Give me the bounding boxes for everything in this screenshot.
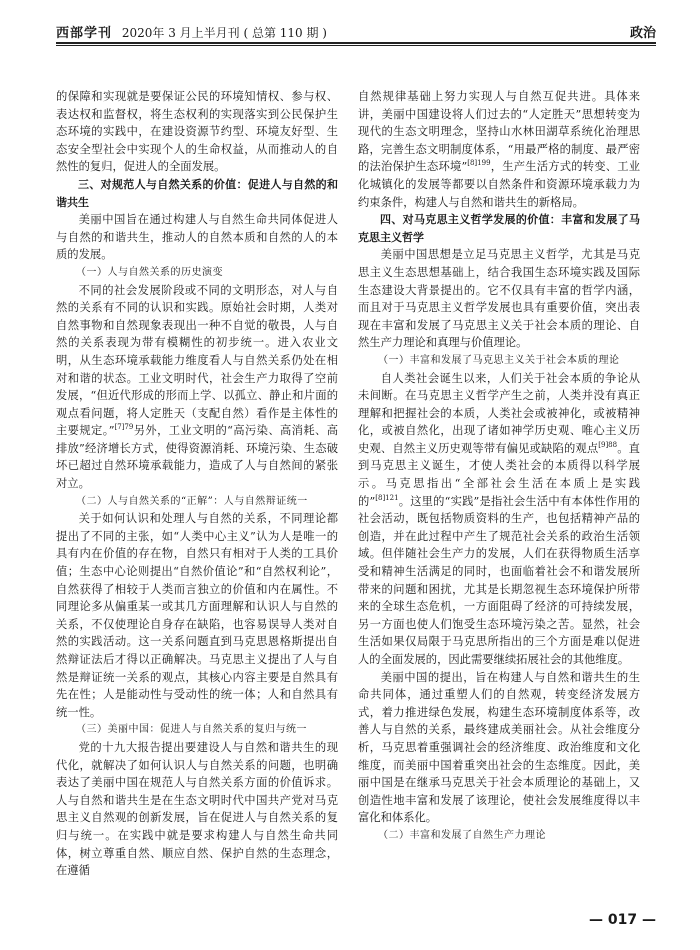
paragraph: 关于如何认识和处理人与自然的关系，不同理论都提出了不同的主张，如“人类中心主义”认为人是唯一的具有内在价值的存在物，自然只有相对于人类的工具价值；生态中心论则提出“自然价值论”和“自然权利论”，自然获得了相较于人类而言独立的价值和内在属性。不同理论多从偏重某一或其几方面理解和认识人与自然的关系，不仅使理论自身存在缺陷，也容易误导人类对自然的实践活动。这一关系问题直到马克思恩格斯提出自然辩证法后才得以正确解决。马克思主义提出了人与自然是辩证统一关系的观点，其核心内容主要是自然具有先在性；人是能动性与受动性的统一体；人和自然具有统一性。 bbox=[56, 512, 338, 719]
section-name: 政治 bbox=[629, 26, 656, 41]
paragraph: 美丽中国旨在通过构建人与自然生命共同体促进人与自然的和谐共生，推动人的自然本质和自然的人的本质的发展。 bbox=[56, 213, 338, 262]
paragraph: 的保障和实现就是要保证公民的环境知情权、参与权、表达权和监督权，将生态权利的实现落实到公民保护生态环境的实践中，在建设资源节约型、环境友好型、生态安全型社会中实现个人的生命权益，从而推动人的自然性的复归，促进人的全面发展。 bbox=[56, 90, 338, 174]
issue-info: 2020年 3 月上半月刊 ( 总第 110 期 ) bbox=[121, 26, 327, 40]
citation-marker: [7]79 bbox=[114, 423, 134, 432]
left-column bbox=[56, 88, 338, 880]
paragraph: 自然规律基础上努力实现人与自然互促共进。具体来讲，美丽中国建设将人们过去的“人定胜天”思想转变为现代的生态文明理念，坚持山水林田湖草系统化治理思路，完善生态文明制度体系，“用最严格的制度、最严密的法治保护生态环境”$^{[8]199}$，生产生活方式的转变、工业化城镇化的发展等都要以自然条件和资源环境承载力为约束条件，构建人与自然和谐共生的新格局。 bbox=[358, 90, 640, 209]
header-left bbox=[56, 22, 327, 41]
paragraph: 美丽中国的提出，旨在构建人与自然和谐共生的生命共同体，通过重塑人们的自然观，转变经济发展方式，着力推进绿色发展，构建生态环境制度体系等，改善人与自然的关系，最终建成美丽社会。从社会维度分析，马克思着重强调社会的经济维度、政治维度和文化维度，而美丽中国着重突出社会的生态维度。因此，美丽中国是在继承马克思关于社会本质理论的基础上，又创造性地丰富和发展了该理论，使社会发展维度得以丰富化和体系化。 bbox=[358, 670, 640, 825]
subsection-heading: （二）丰富和发展了自然生产力理论 bbox=[378, 829, 546, 841]
header-rule bbox=[56, 42, 656, 44]
section-heading: 四、对马克思主义哲学发展的价值：丰富和发展了马克思主义哲学 bbox=[358, 213, 640, 244]
header-rule-thin bbox=[56, 45, 656, 46]
paragraph: 美丽中国思想是立足马克思主义哲学，尤其是马克思主义生态思想基础上，结合我国生态环境实践及国际生态建设大背景提出的。它不仅具有丰富的哲学内涵，而且对于马克思主义哲学发展也具有重要价值，突出表现在丰富和发展了马克思主义关于社会本质的理论、自然生产力理论和真理与价值理论。 bbox=[358, 248, 640, 350]
subsection-heading: （三）美丽中国：促进人与自然关系的复归与统一 bbox=[76, 724, 307, 736]
citation-marker: [9]88 bbox=[598, 441, 618, 450]
paragraph: 党的十九大报告提出要建设人与自然和谐共生的现代化，就解决了如何认识人与自然关系的问题，也明确表达了美丽中国在规范人与自然关系方面的价值诉求。人与自然和谐共生是在生态文明时代中国共产党对马克思主义自然观的创新发展，旨在促进人与自然关系的复归与统一。在实践中就是要求构建人与自然生命共同体，树立尊重自然、顺应自然、保护自然的生态理念，在遵循 bbox=[56, 740, 338, 878]
journal-logo: 西部学刊 bbox=[56, 26, 113, 41]
citation-marker: [8]199 bbox=[467, 159, 491, 168]
subsection-heading: （二）人与自然关系的“正解”：人与自然辩证统一 bbox=[76, 495, 308, 507]
paragraph: 不同的社会发展阶段或不同的文明形态，对人与自然的关系有不同的认识和实践。原始社会时期，人类对自然事物和自然现象表现出一种不自觉的敬畏，人与自然的关系表现为带有模糊性的初步统一。进入农业文明，从生态环境承载能力维度看人与自然关系仍处在相对和谐的状态。工业文明时代，社会生产力取得了空前发展，“但近代形成的形而上学、以孤立、静止和片面的观点看问题，将人定胜天（支配自然）看作是主体性的主要规定。”$^{[7]79}$另外，工业文明的“高污染、高消耗、高排放”经济增长方式，使得资源消耗、环境污染、生态破坏已超过自然环境承载能力，造成了人与自然间的紧张对立。 bbox=[56, 283, 338, 491]
subsection-heading: （一）人与自然关系的历史演变 bbox=[76, 266, 223, 278]
citation-marker: [8]121 bbox=[375, 493, 399, 502]
section-heading: 三、对规范人与自然关系的价值：促进人与自然的和谐共生 bbox=[56, 177, 338, 209]
paragraph: 自人类社会诞生以来，人们关于社会本质的争论从未间断。在马克思主义哲学产生之前，人类并没有真正理解和把握社会的本质，人类社会或被神化，或被精神化，或被自然化，出现了诸如神学历史观、唯心主义历史观、自然主义历史观等带有偏见或缺陷的观点$^{[9]88}$。直到马克思主义诞生，才使人类社会的本质得以科学展示。马克思指出“全部社会生活在本质上是实践的”$^{[8]121}$。这里的“实践”是指社会生活中有本体性作用的社会活动，既包括物质资料的生产，也包括精神产品的创造，并在此过程中产生了规范社会关系的政治生活领域。但伴随社会生产力的发展，人们在获得物质生活享受和精神生活满足的同时，也面临着社会不和谐发展所带来的问题和困扰，尤其是长期忽视生态环境保护所带来的全球生态危机，一方面阻碍了经济的可持续发展，另一方面也使人们饱受生态环境污染之苦。显然，社会生活如果仅局限于马克思所指出的三个方面是难以促进人的全面发展的，因此需要继续拓展社会的其他维度。 bbox=[358, 371, 640, 666]
subsection-heading: （一）丰富和发展了马克思主义关于社会本质的理论 bbox=[378, 354, 620, 366]
running-header bbox=[56, 22, 656, 40]
page-number: — 017 — bbox=[589, 912, 656, 928]
right-column bbox=[358, 88, 640, 845]
